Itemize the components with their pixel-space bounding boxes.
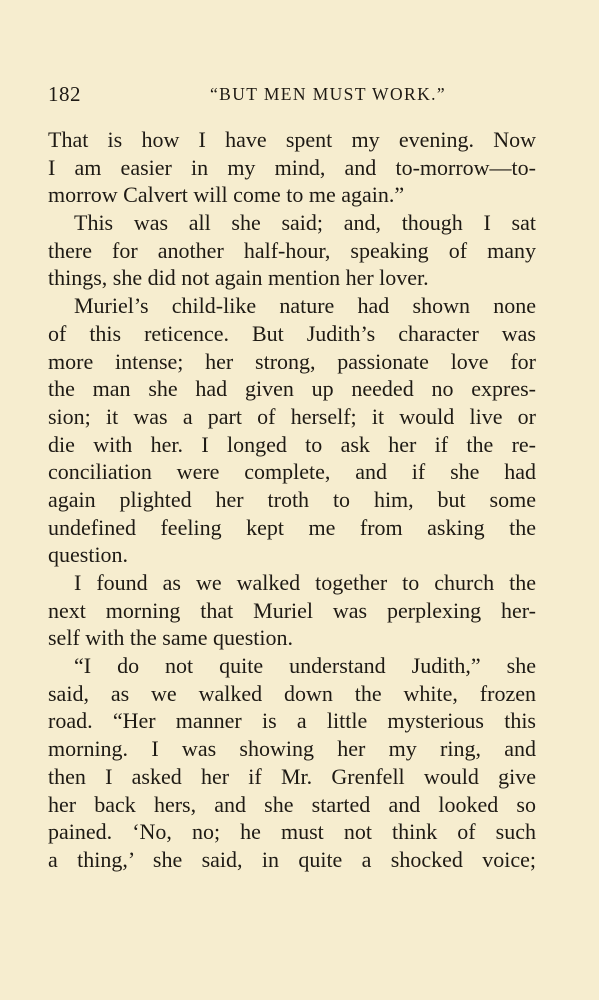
text-line: I am easier in my mind, and to-morrow—to-	[48, 154, 536, 180]
text-line: again plighted her troth to him, but some	[48, 486, 536, 512]
text-line: road. “Her manner is a little mysterious this	[48, 708, 536, 734]
body-text	[48, 126, 536, 874]
page-number: 182	[48, 82, 81, 106]
text-line: die with her. I longed to ask her if the re-	[48, 431, 536, 457]
text-line: I found as we walked together to church the	[74, 570, 536, 595]
text-line: self with the same question.	[48, 625, 294, 651]
text-line: “I do not quite understand Judith,” she	[74, 653, 536, 679]
text-line: sion; it was a part of herself; it would live or	[48, 403, 536, 429]
text-line: things, she did not again mention her lover.	[48, 265, 429, 291]
text-line: undefined feeling kept me from asking the	[48, 514, 536, 540]
text-line: question.	[48, 542, 129, 568]
text-line: morning. I was showing her my ring, and	[48, 736, 536, 762]
text-line: next morning that Muriel was perplexing her-	[48, 597, 536, 623]
text-line: conciliation were complete, and if she had	[48, 459, 536, 485]
running-head: “BUT MEN MUST WORK.”	[210, 84, 447, 104]
text-line: Muriel’s child-like nature had shown none	[74, 293, 536, 319]
text-line: there for another half-hour, speaking of many	[48, 237, 536, 263]
text-line: That is how I have spent my evening. Now	[48, 127, 536, 152]
page-header	[48, 82, 538, 112]
text-line: pained. ‘No, no; he must not think of such	[48, 819, 536, 845]
text-line: morrow Calvert will come to me again.”	[48, 182, 405, 208]
text-line: the man she had given up needed no expres-	[48, 376, 536, 402]
text-line: more intense; her strong, passionate love for	[48, 348, 536, 374]
text-line: said, as we walked down the white, frozen	[48, 680, 536, 706]
text-line: a thing,’ she said, in quite a shocked voice;	[48, 846, 536, 872]
text-line: then I asked her if Mr. Grenfell would give	[48, 763, 536, 789]
text-line: her back hers, and she started and looked so	[48, 791, 536, 817]
text-line: This was all she said; and, though I sat	[74, 210, 536, 236]
text-line: of this reticence. But Judith’s character was	[48, 320, 536, 346]
